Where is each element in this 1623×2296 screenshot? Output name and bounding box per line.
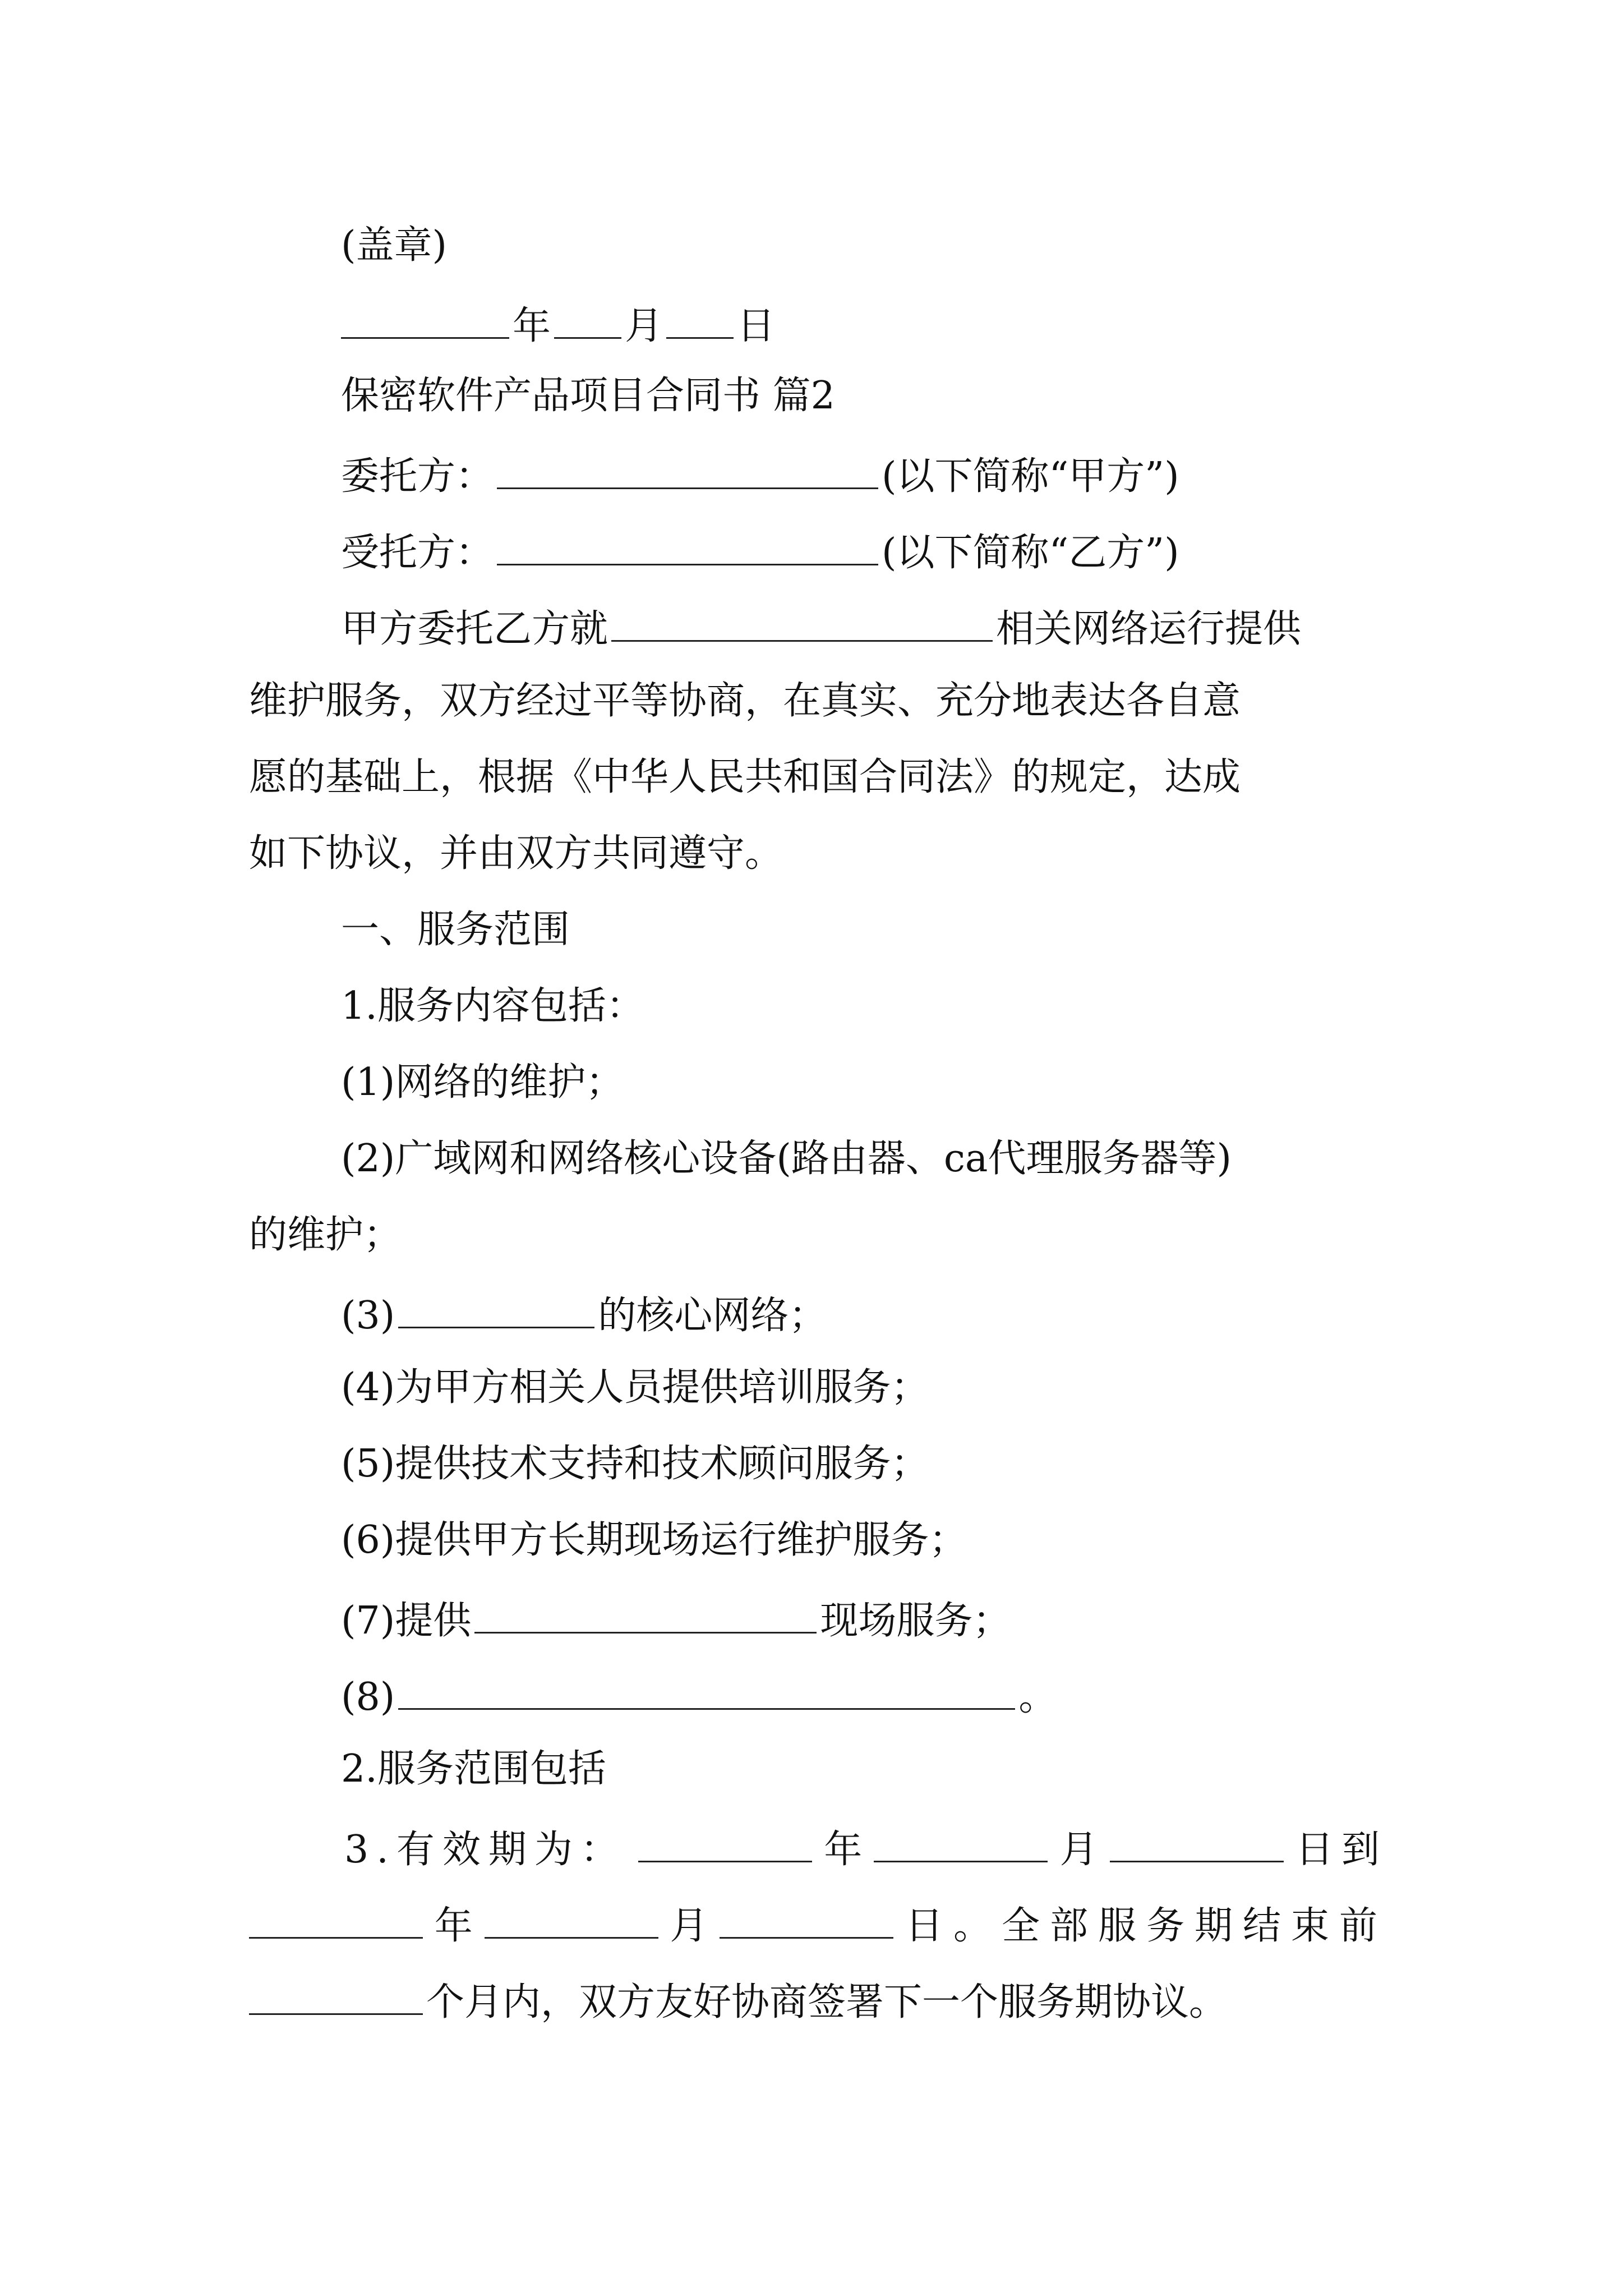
- item-3-line-1: [344, 1826, 1387, 1872]
- intro-line-4: 如下协议，并由双方共同遵守。: [249, 831, 783, 876]
- seal-text: (盖章): [341, 223, 448, 268]
- sub-item-5: (5)提供技术支持和技术顾问服务；: [341, 1442, 929, 1486]
- client-name-blank[interactable]: [497, 453, 878, 489]
- intro-text-a: 甲方委托乙方就: [341, 607, 608, 652]
- section-heading: 一、服务范围: [341, 908, 570, 952]
- sub-item-7: [341, 1598, 1011, 1644]
- item-2: 2.服务范围包括: [341, 1747, 606, 1791]
- intro-line-1: [341, 606, 1302, 652]
- onsite-service-blank[interactable]: [474, 1598, 817, 1634]
- item-3-line-3: [249, 1979, 1228, 2025]
- end-day-label: 日。全部服务期结束前: [905, 1904, 1387, 1949]
- start-day-label: 日到: [1295, 1828, 1387, 1872]
- start-month-label: 月: [1059, 1828, 1098, 1872]
- client-line: [341, 453, 1179, 499]
- contractor-name-blank[interactable]: [497, 530, 878, 565]
- start-year-label: 年: [824, 1828, 863, 1872]
- sub-item-7-text-a: (7)提供: [341, 1599, 472, 1644]
- sub-item-4: (4)为甲方相关人员提供培训服务；: [341, 1365, 929, 1410]
- core-network-blank[interactable]: [398, 1292, 594, 1328]
- contractor-line: [341, 530, 1179, 576]
- sub-item-2: (2)广域网和网络核心设备(路由器、ca代理服务器等): [341, 1137, 1232, 1181]
- day-blank[interactable]: [666, 303, 734, 339]
- validity-label: 3.有效期为：: [344, 1828, 626, 1872]
- sub-item-8-num: (8): [341, 1675, 395, 1720]
- sub-item-8: [341, 1674, 1057, 1720]
- day-label: 日: [737, 304, 776, 349]
- sub-item-3-text: 的核心网络；: [598, 1294, 827, 1338]
- intro-line-2: 维护服务，双方经过平等协商，在真实、充分地表达各自意: [249, 679, 1241, 723]
- month-blank[interactable]: [554, 303, 621, 339]
- end-year-blank[interactable]: [249, 1903, 423, 1939]
- sub-item-1: (1)网络的维护；: [341, 1060, 624, 1105]
- intro-line-3: 愿的基础上，根据《中华人民共和国合同法》的规定，达成: [249, 755, 1241, 799]
- contract-title: 保密软件产品项目合同书 篇2: [341, 374, 835, 418]
- item-1: 1.服务内容包括：: [341, 984, 644, 1028]
- end-month-label: 月: [670, 1904, 708, 1949]
- month-label: 月: [625, 304, 663, 349]
- sub-item-8-end: 。: [1018, 1675, 1057, 1720]
- sub-item-7-text-b: 现场服务；: [820, 1599, 1011, 1644]
- end-month-blank[interactable]: [485, 1903, 658, 1939]
- start-month-blank[interactable]: [874, 1826, 1048, 1862]
- item-3-line-2: [249, 1903, 1387, 1949]
- end-day-blank[interactable]: [720, 1903, 893, 1939]
- sub-item-3: [341, 1292, 827, 1338]
- end-year-label: 年: [434, 1904, 473, 1949]
- renewal-text: 个月内，双方友好协商签署下一个服务期协议。: [426, 1980, 1228, 2025]
- sub-item-2-cont: 的维护；: [249, 1213, 402, 1257]
- project-blank[interactable]: [611, 606, 993, 642]
- year-blank[interactable]: [341, 303, 509, 339]
- intro-text-b: 相关网络运行提供: [996, 607, 1302, 652]
- year-label: 年: [513, 304, 551, 349]
- client-label: 委托方：: [341, 454, 494, 499]
- months-before-blank[interactable]: [249, 1979, 423, 2015]
- contractor-label: 受托方：: [341, 531, 494, 576]
- sub-item-6: (6)提供甲方长期现场运行维护服务；: [341, 1518, 967, 1562]
- other-service-blank[interactable]: [398, 1674, 1015, 1710]
- client-note: (以下简称“甲方”): [882, 454, 1179, 499]
- date-line: [341, 303, 776, 349]
- start-day-blank[interactable]: [1110, 1826, 1284, 1862]
- contractor-note: (以下简称“乙方”): [882, 531, 1179, 576]
- start-year-blank[interactable]: [638, 1826, 812, 1862]
- sub-item-3-num: (3): [341, 1294, 395, 1338]
